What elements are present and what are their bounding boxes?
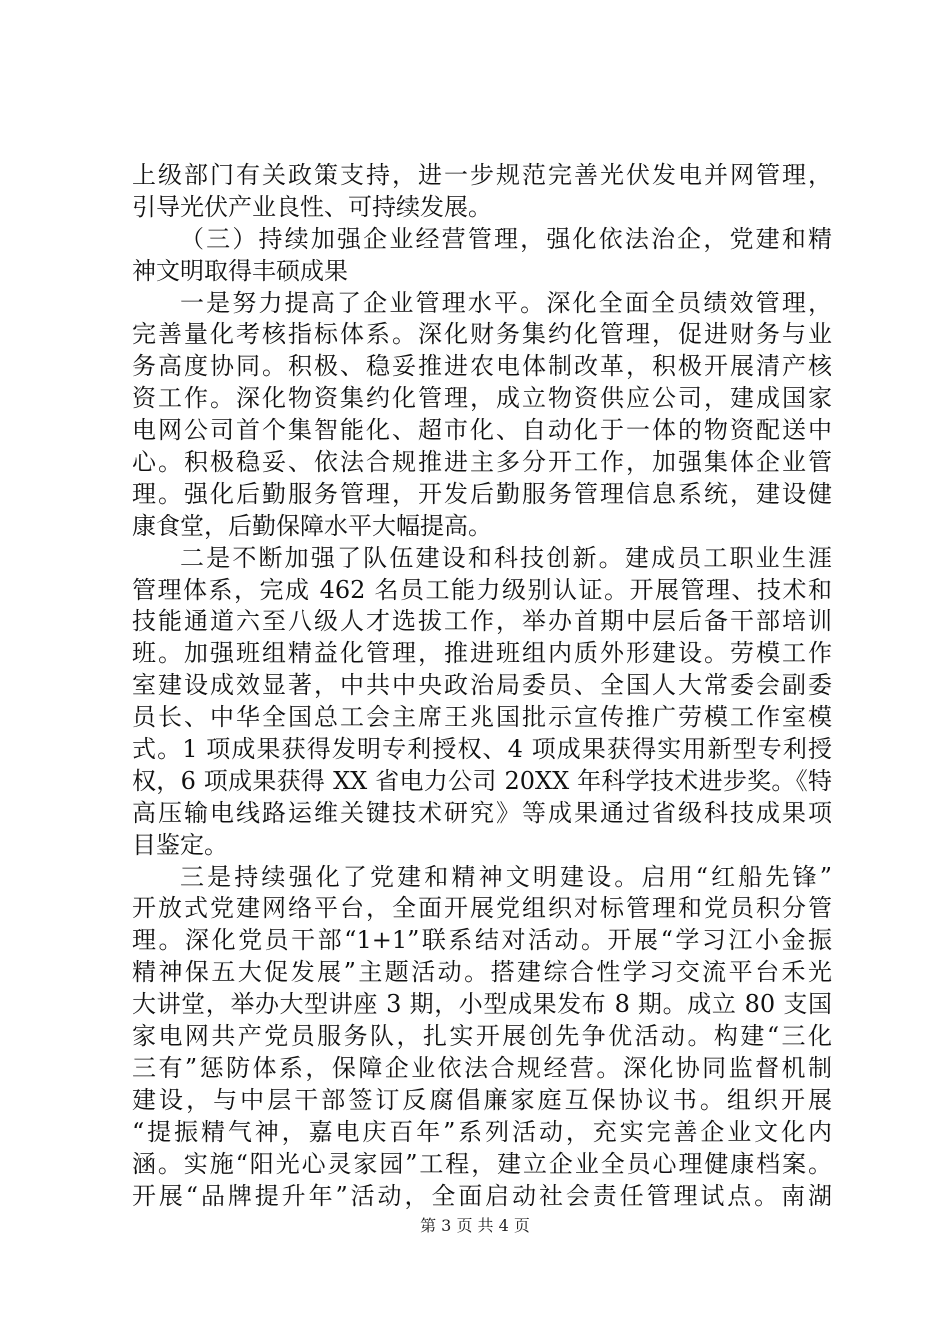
text-line: 目鉴定。: [132, 830, 228, 859]
text-line: 权，6 项成果获得 XX 省电力公司 20XX 年科学技术进步奖。《特: [132, 766, 832, 795]
text-line: 康食堂，后勤保障水平大幅提高。: [132, 511, 492, 540]
section-heading-line: （三）持续加强企业经营管理，强化依法治企，党建和精: [180, 224, 832, 253]
text-line: 务高度协同。积极、稳妥推进农电体制改革，积极开展清产核: [132, 352, 832, 381]
text-line: 家电网共产党员服务队，扎实开展创先争优活动。构建“三化: [132, 1022, 832, 1051]
text-line: 一是努力提高了企业管理水平。深化全面全员绩效管理，: [180, 288, 832, 317]
text-line: 心。积极稳妥、依法合规推进主多分开工作，加强集体企业管: [132, 448, 832, 477]
text-line: 电网公司首个集智能化、超市化、自动化于一体的物资配送中: [132, 416, 832, 445]
text-line: 精神保五大促发展”主题活动。搭建综合性学习交流平台禾光: [132, 958, 832, 987]
section-heading-line: 神文明取得丰硕成果: [132, 256, 348, 285]
text-line: 建设，与中层干部签订反腐倡廉家庭互保协议书。组织开展: [132, 1085, 832, 1114]
text-line: 三有”惩防体系，保障企业依法合规经营。深化协同监督机制: [132, 1053, 832, 1082]
text-line: 管理体系，完成 462 名员工能力级别认证。开展管理、技术和: [132, 575, 832, 604]
text-line: 班。加强班组精益化管理，推进班组内质外形建设。劳模工作: [132, 639, 832, 668]
text-line: 式。1 项成果获得发明专利授权、4 项成果获得实用新型专利授: [132, 735, 832, 764]
text-line: 高压输电线路运维关键技术研究》等成果通过省级科技成果项: [132, 798, 832, 827]
text-line: 员长、中华全国总工会主席王兆国批示宣传推广劳模工作室模: [132, 703, 832, 732]
text-line: “提振精气神，嘉电庆百年”系列活动，充实完善企业文化内: [132, 1117, 832, 1146]
page-number: 第 3 页 共 4 页: [420, 1216, 530, 1235]
text-line: 技能通道六至八级人才选拔工作，举办首期中层后备干部培训: [132, 607, 832, 636]
text-line: 开放式党建网络平台，全面开展党组织对标管理和党员积分管: [132, 894, 832, 923]
text-line: 大讲堂，举办大型讲座 3 期，小型成果发布 8 期。成立 80 支国: [132, 990, 832, 1019]
text-line: 上级部门有关政策支持，进一步规范完善光伏发电并网管理，: [132, 161, 832, 189]
text-line: 涵。实施“阳光心灵家园”工程，建立企业全员心理健康档案。: [132, 1149, 832, 1178]
text-line: 室建设成效显著，中共中央政治局委员、全国人大常委会副委: [132, 671, 832, 700]
text-line: 二是不断加强了队伍建设和科技创新。建成员工职业生涯: [180, 543, 832, 572]
text-line: 开展“品牌提升年”活动，全面启动社会责任管理试点。南湖: [132, 1181, 832, 1210]
text-line: 理。深化党员干部“1+1”联系结对活动。开展“学习江小金振: [132, 926, 832, 955]
document-body: [132, 160, 832, 1212]
text-line: 理。强化后勤服务管理，开发后勤服务管理信息系统，建设健: [132, 479, 832, 508]
text-line: 资工作。深化物资集约化管理，成立物资供应公司，建成国家: [132, 384, 832, 413]
text-line: 三是持续强化了党建和精神文明建设。启用“红船先锋”: [180, 862, 832, 891]
text-line: 完善量化考核指标体系。深化财务集约化管理，促进财务与业: [132, 320, 832, 349]
text-line: 引导光伏产业良性、可持续发展。: [132, 192, 492, 221]
